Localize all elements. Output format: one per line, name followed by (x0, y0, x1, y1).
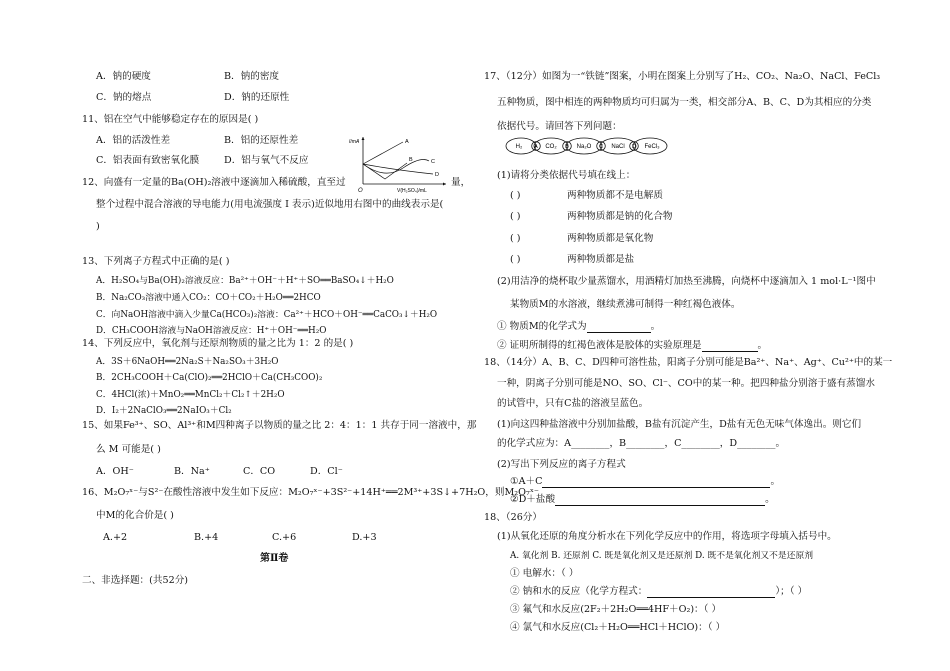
q19-answer-blank[interactable] (647, 588, 775, 598)
q16-option-b: B.+4 (194, 532, 219, 543)
q13-stem: 13、下列离子方程式中正确的是( ) (82, 256, 230, 267)
curve-a-label: A (405, 139, 409, 145)
q19-item4: ④ 氯气和水反应(Cl₂＋H₂O══HCl＋HClO)：（ ） (510, 622, 726, 633)
chain-text-co2: CO₂ (545, 144, 557, 150)
iron-chain-figure (505, 135, 675, 157)
q13-option-c: C．向NaOH溶液中滴入少量Ca(HCO₃)₂溶液：Ca²⁺＋HCO＋OH⁻══CaCO₃↓＋H₂O (96, 310, 438, 320)
q12-line3: ) (96, 221, 100, 232)
q17-1d-text: 两种物质都是盐 (567, 254, 635, 265)
q12-line2: 整个过程中混合溶液的导电能力(用电流强度 I 表示)近似地用右图中的曲线表示是( (96, 199, 444, 210)
curve-c-label: C (431, 159, 435, 165)
q17-part2-line2: 某物质M的水溶液，继续煮沸可制得一种红褐色液体。 (510, 299, 741, 310)
q10-option-d: D．钠的还原性 (224, 92, 290, 103)
chain-text-a: A (534, 144, 538, 150)
q17-1a-text: 两种物质都不是电解质 (567, 190, 663, 201)
q18-equation-2-text: ②D＋盐酸 (510, 494, 556, 505)
q19-heading: 18、（26分） (484, 512, 542, 523)
q11-option-d: D．铝与氧气不反应 (224, 155, 309, 166)
q19-part1: (1)从氧化还原的角度分析水在下列化学反应中的作用，将选项字母填入括号中。 (497, 531, 837, 542)
volume-two-heading: 第Ⅱ卷 (260, 553, 289, 564)
q16-option-d: D.+3 (352, 532, 377, 543)
q17-part2-item1: ① 物质M的化学式为 。 (497, 321, 661, 332)
q17-answer-blank-2[interactable] (702, 342, 758, 352)
q17-answer-blank-1[interactable] (587, 323, 651, 333)
q17-1c-paren: ( ) (510, 233, 521, 244)
q17-part2-line1: (2)用洁净的烧杯取少量蒸馏水，用酒精灯加热至沸腾，向烧杯中逐滴加入 1 mol·L⁻¹图中 (497, 276, 876, 287)
q17-1b-text: 两种物质都是钠的化合物 (567, 211, 673, 222)
q18-line3: 的试管中，只有C盐的溶液呈蓝色。 (497, 398, 649, 409)
q16-option-a: A.+2 (103, 532, 128, 543)
q19-item1: ① 电解水：（ ） (510, 568, 579, 579)
q19-options: A. 氧化剂 B. 还原剂 C. 既是氧化剂又是还原剂 D. 既不是氧化剂又不是还原剂 (510, 551, 814, 561)
curve-a (363, 142, 403, 164)
q11-option-b: B．铝的还原性差 (224, 135, 299, 146)
q15-option-c: C．CO (243, 466, 276, 477)
q19-item2 (510, 586, 807, 598)
q14-stem: 14、下列反应中，氧化剂与还原剂物质的量之比为 1：2 的是( ) (82, 338, 354, 349)
q13-option-b: B．Na₂CO₃溶液中通入CO₂：CO＋CO₂＋H₂O══2HCO (96, 293, 321, 303)
q18-line1: 18、（14分）A、B、C、D四种可溶性盐，阳离子分别可能是Ba²⁺、Na⁺、Ag⁺、Cu²⁺中的某一 (484, 357, 893, 368)
q17-1b-paren: ( ) (510, 211, 521, 222)
q17-1d-paren: ( ) (510, 254, 521, 265)
chain-text-na2o: Na₂O (576, 144, 592, 150)
q15-option-d: D．Cl⁻ (310, 466, 343, 477)
q17-1c-text: 两种物质都是氧化物 (567, 233, 654, 244)
q16-line2: 中M的化合价是( ) (96, 510, 174, 521)
q18-line2: 一种，阴离子分别可能是NO、SO、Cl⁻、CO中的某一种。把四种盐分别溶于盛有蒸馏水 (497, 378, 875, 389)
conductivity-graph (349, 134, 449, 194)
q13-option-d: D．CH₃COOH溶液与NaOH溶液反应：H⁺＋OH⁻══H₂O (96, 326, 327, 336)
q19-item2-text: ② 钠和水的反应（化学方程式： (510, 586, 648, 597)
x-axis-arrow (443, 183, 446, 186)
q19-item3: ③ 氟气和水反应(2F₂＋2H₂O══4HF＋O₂)：（ ） (510, 604, 722, 615)
q18-part1-line2: 的化学式应为：A________，B________，C________，D________。 (497, 438, 786, 449)
part-two-heading: 二、非选择题：(共52分) (82, 575, 189, 586)
q17-line2: 五种物质，图中相连的两种物质均可归属为一类，相交部分A、B、C、D为其相应的分类 (497, 97, 872, 108)
q17-part1: (1)请将分类依据代号填在线上： (497, 170, 636, 181)
chain-text-h2: H₂ (515, 144, 523, 150)
chain-text-b: B (565, 144, 569, 150)
q17-line1: 17、（12分）如图为一“铁链”图案，小明在图案上分别写了H₂、CO₂、Na₂O、NaCl、FeCl₃ (484, 71, 881, 82)
q10-option-c: C．钠的熔点 (96, 92, 152, 103)
q18-part1-line1: (1)向这四种盐溶液中分别加盐酸，B盐有沉淀产生，D盐有无色无味气体逸出。则它们 (497, 419, 862, 430)
q14-option-c: C．4HCl(浓)＋MnO₂══MnCl₂＋Cl₂↑＋2H₂O (96, 390, 285, 400)
q15-line2: 么 M 可能是( ) (96, 444, 161, 455)
q16-line1: 16、M₂O₇ˣ⁻与S²⁻在酸性溶液中发生如下反应：M₂O₇ˣ⁻+3S²⁻+14H⁺══2M³⁺+3S↓+7H₂O，则M₂O₇ˣ⁻ (82, 487, 539, 498)
curve-d (363, 164, 433, 174)
q18-equation-2: ②D＋盐酸 。 (510, 494, 775, 505)
q12-line1: 12、向盛有一定量的Ba(OH)₂溶液中逐滴加入稀硫酸，直至过 (82, 177, 346, 188)
graph-origin: O (358, 188, 363, 194)
chain-text-fecl3: FeCl₃ (644, 144, 660, 150)
q11-stem: 11、铝在空气中能够稳定存在的原因是( ) (82, 114, 259, 125)
q15-line1: 15、如果Fe³⁺、SO、Al³⁺和M四种离子以物质的量之比 2：4：1：1 共存于同一溶液中，那 (82, 420, 477, 431)
q17-part2-item2-text: ② 证明所制得的红褐色液体是胶体的实验原理是 (497, 340, 702, 351)
q11-option-c: C．铝表面有致密氧化膜 (96, 155, 200, 166)
curve-b-label: B (409, 157, 413, 163)
q17-part2-item2: ② 证明所制得的红褐色液体是胶体的实验原理是 。 (497, 340, 768, 351)
chain-text-c: C (599, 144, 603, 150)
q18-equation-1-text: ①A＋C (510, 476, 543, 487)
q11-option-a: A．铝的活泼性差 (96, 135, 171, 146)
q18-answer-blank-2[interactable] (555, 496, 765, 506)
q15-option-b: B．Na⁺ (174, 466, 210, 477)
graph-y-label: I/mA (349, 139, 360, 145)
y-axis-arrow (362, 137, 365, 140)
chain-text-nacl: NaCl (611, 144, 625, 150)
q10-option-a: A．钠的硬度 (96, 71, 151, 82)
q17-part2-item1-text: ① 物质M的化学式为 (497, 321, 587, 332)
q16-option-c: C.+6 (272, 532, 297, 543)
q18-part2: (2)写出下列反应的离子方程式 (497, 459, 626, 470)
q17-line3: 依据代号。请回答下列问题： (497, 121, 622, 132)
q13-option-a: A．H₂SO₄与Ba(OH)₂溶液反应：Ba²⁺＋OH⁻＋H⁺＋SO══BaSO₄↓＋H₂O (96, 276, 394, 286)
q17-1a-paren: ( ) (510, 190, 521, 201)
q14-option-b: B．2CH₃COOH＋Ca(ClO)₂══2HClO＋Ca(CH₃COO)₂ (96, 373, 323, 383)
graph-x-label: V(H₂SO₄)/mL (397, 188, 427, 194)
q15-option-a: A．OH⁻ (96, 466, 134, 477)
q14-option-d: D．I₂＋2NaClO₃══2NaIO₃＋Cl₂ (96, 406, 232, 416)
q14-option-a: A．3S＋6NaOH══2Na₂S＋Na₂SO₃＋3H₂O (96, 357, 279, 367)
q18-equation-1: ①A＋C 。 (510, 476, 781, 487)
chain-text-d: D (632, 144, 636, 150)
q10-option-b: B．钠的密度 (224, 71, 280, 82)
q19-item2-end: ）；（ ） (775, 586, 808, 597)
q12-line1-end: 量， (451, 177, 471, 188)
q18-answer-blank-1[interactable] (542, 478, 770, 488)
curve-d-label: D (435, 172, 439, 178)
